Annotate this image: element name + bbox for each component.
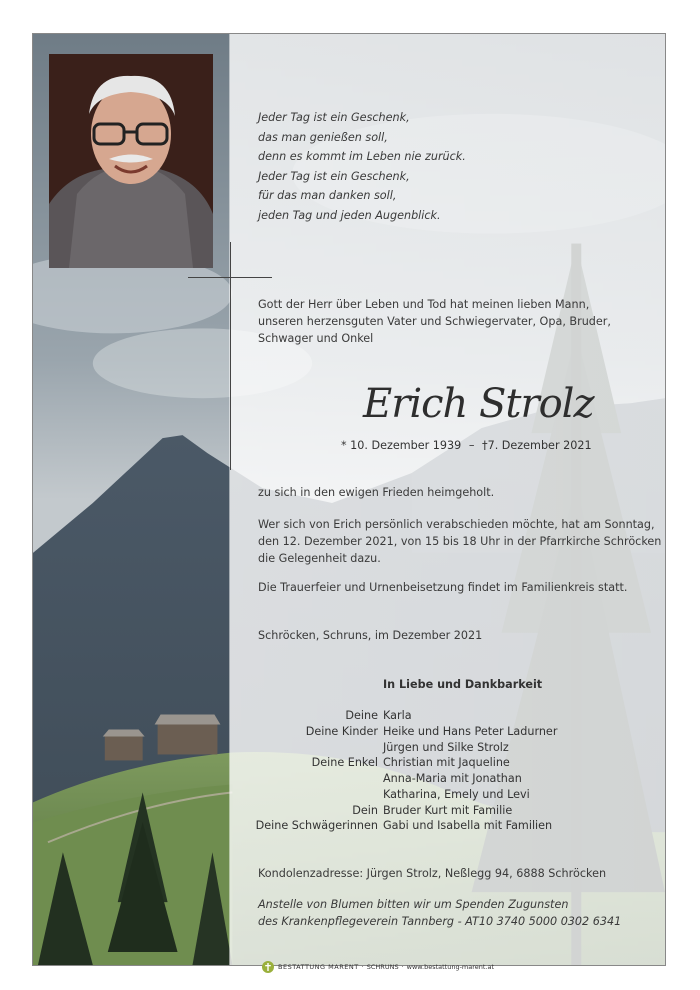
farewell-line: den 12. Dezember 2021, von 15 bis 18 Uhr in der Pfarrkirche Schröcken bbox=[258, 535, 662, 548]
intro-text bbox=[258, 296, 611, 347]
donation-text bbox=[258, 896, 621, 930]
farewell-line: Wer sich von Erich persönlich verabschieden möchte, hat am Sonntag, bbox=[258, 518, 655, 531]
family-name: Karla bbox=[383, 709, 412, 722]
funeral-home-logo-icon bbox=[262, 961, 274, 973]
cross-horizontal bbox=[188, 277, 272, 278]
poem bbox=[258, 108, 466, 226]
family-label: Dein bbox=[352, 803, 378, 817]
family-label: Deine Kinder bbox=[305, 724, 378, 738]
ceremony-text: Die Trauerfeier und Urnenbeisetzung findet im Familienkreis statt. bbox=[258, 581, 628, 594]
date-separator: – bbox=[468, 439, 475, 452]
donation-line: des Krankenpflegeverein Tannberg - AT10 3740 5000 0302 6341 bbox=[258, 915, 622, 928]
place-date: Schröcken, Schruns, im Dezember 2021 bbox=[258, 629, 483, 642]
death-date: †7. Dezember 2021 bbox=[481, 439, 592, 452]
closing-heading: In Liebe und Dankbarkeit bbox=[383, 678, 543, 691]
poem-line: Jeder Tag ist ein Geschenk, bbox=[258, 111, 410, 124]
life-dates bbox=[341, 439, 596, 452]
farewell-line: die Gelegenheit dazu. bbox=[258, 552, 381, 565]
family-name: Jürgen und Silke Strolz bbox=[383, 740, 509, 754]
peace-text: zu sich in den ewigen Frieden heimgeholt. bbox=[258, 486, 495, 499]
family-name: Bruder Kurt mit Familie bbox=[383, 803, 513, 817]
intro-line: Gott der Herr über Leben und Tod hat meinen lieben Mann, bbox=[258, 298, 590, 311]
poem-line: denn es kommt im Leben nie zurück. bbox=[258, 150, 466, 164]
family-label: Deine Schwägerinnen bbox=[255, 819, 378, 833]
intro-line: Schwager und Onkel bbox=[258, 332, 374, 345]
family-label bbox=[228, 787, 378, 803]
farewell-text bbox=[258, 516, 661, 567]
family-label: Deine Enkel bbox=[311, 756, 378, 770]
poem-line: Jeder Tag ist ein Geschenk, bbox=[258, 169, 410, 183]
donation-line: Anstelle von Blumen bitten wir um Spenden Zugunsten bbox=[258, 898, 569, 911]
obituary-frame bbox=[32, 33, 666, 966]
family-name: Christian mit Jaqueline bbox=[383, 756, 510, 770]
family-label: Deine bbox=[345, 709, 378, 722]
family-name: Heike und Hans Peter Ladurner bbox=[383, 724, 558, 738]
funeral-home-town: SCHRUNS bbox=[366, 963, 399, 971]
poem-line: das man genießen soll, bbox=[258, 130, 388, 144]
family-names bbox=[383, 708, 557, 834]
family-label bbox=[228, 771, 378, 787]
poem-line: jeden Tag und jeden Augenblick. bbox=[258, 208, 441, 222]
family-name: Katharina, Emely und Levi bbox=[383, 787, 530, 801]
condolence-address: Kondolenzadresse: Jürgen Strolz, Neßlegg 94, 6888 Schröcken bbox=[258, 867, 607, 880]
family-name: Anna-Maria mit Jonathan bbox=[383, 772, 522, 785]
footer: BESTATTUNG MARENT · SCHRUNS · www.bestattung-marent.at bbox=[262, 961, 494, 973]
family-labels bbox=[228, 708, 378, 834]
family-label bbox=[228, 740, 378, 756]
portrait-photo bbox=[49, 54, 213, 268]
funeral-home-url[interactable]: www.bestattung-marent.at bbox=[406, 963, 495, 971]
intro-line: unseren herzensguten Vater und Schwiegervater, Opa, Bruder, bbox=[258, 315, 611, 328]
poem-line: für das man danken soll, bbox=[258, 189, 397, 203]
funeral-home-name: BESTATTUNG MARENT bbox=[278, 963, 359, 971]
deceased-name: Erich Strolz bbox=[363, 381, 594, 427]
birth-date: * 10. Dezember 1939 bbox=[341, 439, 462, 452]
family-name: Gabi und Isabella mit Familien bbox=[383, 819, 553, 833]
